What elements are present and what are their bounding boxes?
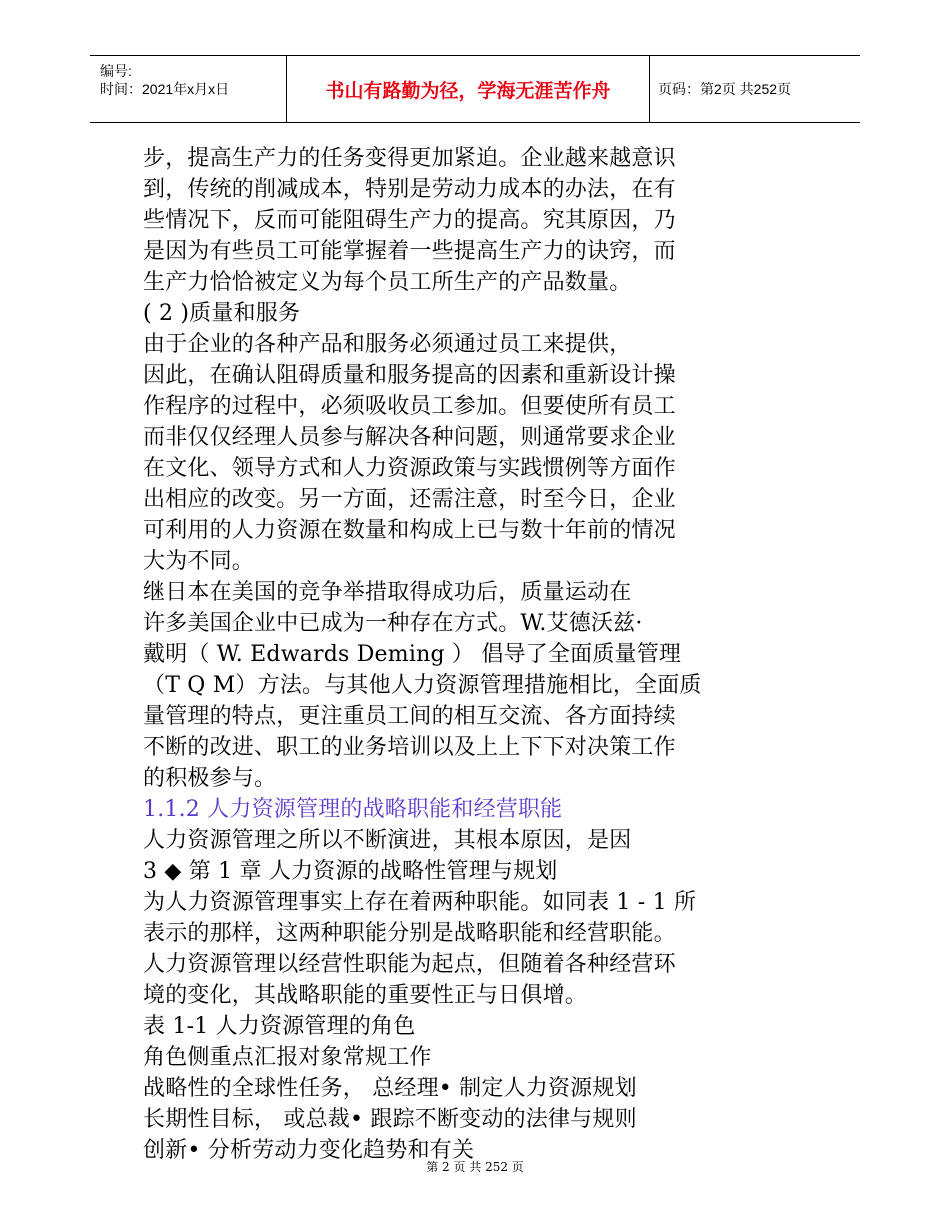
body-line: 而非仅仅经理人员参与解决各种问题，则通常要求企业 [143,425,676,450]
table-caption: 表 1-1 人力资源管理的角色 [143,1014,416,1039]
section-heading: 1.1.2 人力资源管理的战略职能和经营职能 [143,797,563,822]
body-line: 许多美国企业中已成为一种存在方式。W.艾德沃兹· [143,611,643,636]
body-line: 大为不同。 [143,549,255,574]
page-footer [0,1158,950,1175]
body-line: 是因为有些员工可能掌握着一些提高生产力的诀窍，而 [143,239,676,264]
body-line: 继日本在美国的竞争举措取得成功后，质量运动在 [143,580,632,605]
body-line: （T Q M）方法。与其他人力资源管理措施相比，全面质 [143,673,702,698]
table-header-line: 角色侧重点汇报对象常规工作 [143,1045,432,1070]
body-line: 人力资源管理之所以不断演进，其根本原因，是因 [143,828,632,853]
body-line: 到，传统的削减成本，特别是劳动力成本的办法，在有 [143,177,676,202]
running-chapter-header: 3 ◆ 第 1 章 人力资源的战略性管理与规划 [143,859,558,884]
body-line: 表示的那样，这两种职能分别是战略职能和经营职能。 [143,921,676,946]
body-line: 出相应的改变。另一方面，还需注意，时至今日，企业 [143,487,676,512]
page-header [90,55,860,123]
header-page-info [650,56,860,122]
table-row-line: 创新• 分析劳动力变化趋势和有关 [143,1138,475,1163]
subsection-title: ( 2 )质量和服务 [143,301,301,326]
body-line: 些情况下，反而可能阻碍生产力的提高。究其原因，乃 [143,208,676,233]
body-line: 量管理的特点，更注重员工间的相互交流、各方面持续 [143,704,676,729]
table-row-line: 战略性的全球性任务， 总经理• 制定人力资源规划 [143,1076,637,1101]
motto-text: 书山有路勤为径，学海无涯苦作舟 [325,79,611,102]
page-info-text: 页码：第2页 共252页 [658,81,792,97]
body-line: 为人力资源管理事实上存在着两种职能。如同表 1 - 1 所 [143,890,697,915]
body-line: 作程序的过程中，必须吸收员工参加。但要使所有员工 [143,394,676,419]
body-line: 步，提高生产力的任务变得更加紧迫。企业越来越意识 [143,146,676,171]
footer-page-number: 第 2 页 共 252 页 [426,1160,524,1174]
body-line: 境的变化，其战略职能的重要性正与日俱增。 [143,983,588,1008]
document-body [143,143,763,1166]
table-row-line: 长期性目标， 或总裁• 跟踪不断变动的法律与规则 [143,1107,637,1132]
body-line: 生产力恰恰被定义为每个员工所生产的产品数量。 [143,270,632,295]
body-line: 在文化、领导方式和人力资源政策与实践惯例等方面作 [143,456,676,481]
body-line: 因此，在确认阻碍质量和服务提高的因素和重新设计操 [143,363,676,388]
document-number-label: 编号: [100,63,132,79]
header-motto [286,56,650,122]
body-line: 人力资源管理以经营性职能为起点，但随着各种经营环 [143,952,676,977]
body-line: 可利用的人力资源在数量和构成上已与数十年前的情况 [143,518,676,543]
document-time-label: 时间：2021年x月x日 [100,81,230,97]
header-meta [90,56,286,122]
body-line: 由于企业的各种产品和服务必须通过员工来提供， [143,332,632,357]
body-line: 戴明（ W. Edwards Deming ） 倡导了全面质量管理 [143,642,682,667]
body-line: 的积极参与。 [143,766,277,791]
body-line: 不断的改进、职工的业务培训以及上上下下对决策工作 [143,735,676,760]
